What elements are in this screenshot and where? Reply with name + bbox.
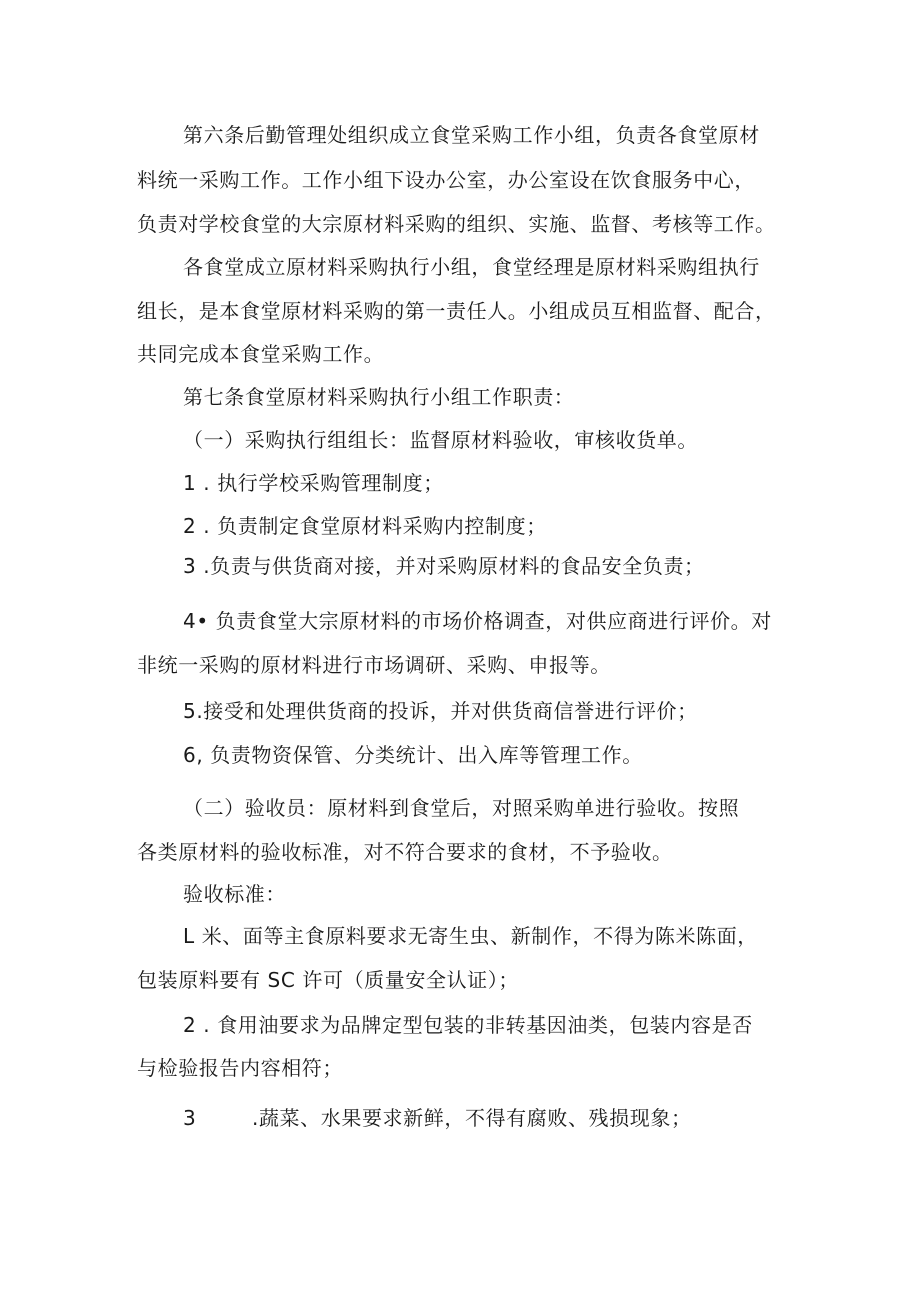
paragraph-line: 料统一采购工作。工作小组下设办公室，办公室设在饮食服务中心， [137, 168, 755, 192]
paragraph-line: 与检验报告内容相符； [137, 1056, 343, 1080]
paragraph-line: 第七条食堂原材料采购执行小组工作职责： [183, 385, 575, 409]
paragraph-line: 负责对学校食堂的大宗原材料采购的组织、实施、监督、考核等工作。 [137, 212, 776, 236]
paragraph-line: 验收标准： [183, 882, 286, 906]
list-item: 2 . 食用油要求为品牌定型包装的非转基因油类，包装内容是否 [183, 1013, 753, 1037]
paragraph-line: 共同完成本食堂采购工作。 [137, 342, 385, 366]
list-item: 3 .蔬菜、水果要求新鲜，不得有腐败、残损现象； [183, 1106, 692, 1130]
list-item: L 米、面等主食原料要求无寄生虫、新制作，不得为陈米陈面， [183, 924, 758, 948]
list-item: 6, 负责物资保管、分类统计、出入库等管理工作。 [183, 743, 643, 767]
list-item: 4• 负责食堂大宗原材料的市场价格调查，对供应商进行评价。对 [183, 609, 772, 633]
paragraph-line: 各食堂成立原材料采购执行小组，食堂经理是原材料采购组执行 [183, 255, 760, 279]
paragraph-line: （二）验收员：原材料到食堂后，对照采购单进行验收。按照 [183, 796, 740, 820]
paragraph-line: 包装原料要有 SC 许可（质量安全认证）； [137, 968, 519, 992]
list-item: 2 . 负责制定食堂原材料采购内控制度； [183, 514, 547, 538]
paragraph-line: 第六条后勤管理处组织成立食堂采购工作小组，负责各食堂原材 [183, 123, 760, 147]
paragraph-line: 各类原材料的验收标准，对不符合要求的食材，不予验收。 [137, 840, 673, 864]
paragraph-line: 非统一采购的原材料进行市场调研、采购、申报等。 [137, 653, 611, 677]
list-item: 5.接受和处理供货商的投诉，并对供货商信誉进行评价； [183, 699, 698, 723]
list-item: 3 .负责与供货商对接，并对采购原材料的食品安全负责； [183, 554, 705, 578]
list-item: 1 . 执行学校采购管理制度； [183, 471, 444, 495]
paragraph-line: 组长，是本食堂原材料采购的第一责任人。小组成员互相监督、配合， [137, 299, 776, 323]
paragraph-line: （一）采购执行组组长：监督原材料验收，审核收货单。 [183, 428, 698, 452]
